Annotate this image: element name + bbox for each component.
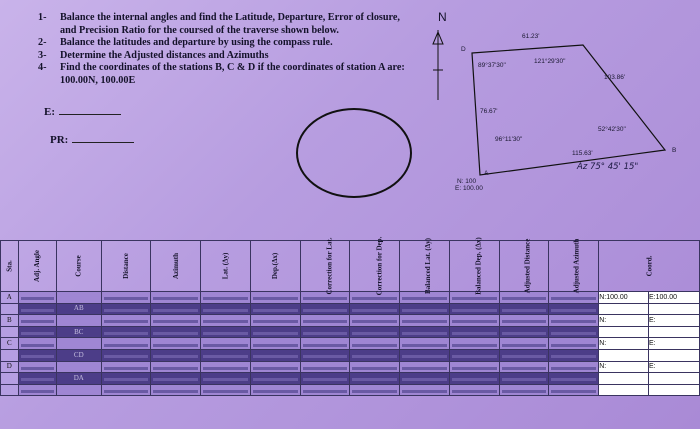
cell[interactable] <box>250 315 300 327</box>
cell[interactable] <box>400 361 450 373</box>
cell[interactable] <box>151 373 201 385</box>
cell[interactable] <box>18 303 56 315</box>
cell[interactable] <box>449 373 499 385</box>
header-lat: Lat. (Δy) <box>201 241 251 292</box>
cell[interactable] <box>350 361 400 373</box>
coord-easting-cell[interactable]: E: <box>649 338 700 350</box>
cell[interactable] <box>151 292 201 304</box>
table-row <box>1 315 700 327</box>
cell[interactable] <box>250 292 300 304</box>
cell[interactable] <box>350 338 400 350</box>
header-corr-lat: Correction for Lat. <box>300 241 350 292</box>
cell[interactable] <box>549 373 599 385</box>
coord-easting-cell[interactable] <box>649 303 700 315</box>
station-cell <box>1 384 19 396</box>
coord-easting-cell[interactable] <box>649 326 700 338</box>
cell[interactable] <box>18 361 56 373</box>
cell[interactable] <box>499 361 549 373</box>
header-adj-angle: Adj. Angle <box>18 241 56 292</box>
course-cell <box>56 384 101 396</box>
cell[interactable] <box>549 361 599 373</box>
cell[interactable] <box>101 303 151 315</box>
cell[interactable] <box>18 326 56 338</box>
cell[interactable] <box>18 373 56 385</box>
header-adj-azimuth: Adjusted Azimuth <box>549 241 599 292</box>
cell[interactable] <box>250 338 300 350</box>
circle-shape <box>296 108 412 198</box>
cell[interactable] <box>300 373 350 385</box>
cell[interactable] <box>350 326 400 338</box>
cell[interactable] <box>350 373 400 385</box>
instruction-text: Determine the Adjusted distances and Azimuths <box>60 49 269 61</box>
station-cell: C <box>1 338 19 350</box>
cell[interactable] <box>449 303 499 315</box>
distance-ba: 115.63' <box>572 150 593 157</box>
coord-northing-cell[interactable] <box>599 349 649 361</box>
course-cell: DA <box>56 373 101 385</box>
instruction-number: 3- <box>38 49 47 61</box>
cell[interactable] <box>101 315 151 327</box>
table-row <box>1 303 700 315</box>
course-cell: BC <box>56 326 101 338</box>
cell[interactable] <box>499 373 549 385</box>
cell[interactable] <box>549 303 599 315</box>
cell[interactable] <box>449 384 499 396</box>
cell[interactable] <box>400 349 450 361</box>
header-course: Course <box>56 241 101 292</box>
cell[interactable] <box>201 338 251 350</box>
cell[interactable] <box>449 349 499 361</box>
station-cell: B <box>1 315 19 327</box>
instruction-number: 2- <box>38 37 47 48</box>
coord-northing-cell[interactable]: N:100.00 <box>599 292 649 304</box>
station-label-a: A <box>484 170 489 177</box>
cell[interactable] <box>250 373 300 385</box>
cell[interactable] <box>449 326 499 338</box>
cell[interactable] <box>400 384 450 396</box>
instructions-list <box>38 12 418 87</box>
cell[interactable] <box>201 361 251 373</box>
error-label: E: <box>44 106 55 118</box>
cell[interactable] <box>449 361 499 373</box>
coord-easting-cell[interactable] <box>649 384 700 396</box>
coord-northing-cell[interactable] <box>599 384 649 396</box>
instruction-text: Balance the latitudes and departure by using the compass rule. <box>60 37 333 48</box>
cell[interactable] <box>250 361 300 373</box>
coord-northing-cell[interactable] <box>599 303 649 315</box>
cell[interactable] <box>18 315 56 327</box>
cell[interactable] <box>101 292 151 304</box>
error-of-closure-field <box>44 106 121 118</box>
handwritten-azimuth: Az 75° 45' 15" <box>577 162 639 172</box>
cell[interactable] <box>201 384 251 396</box>
station-a-northing: N: 100 <box>457 178 477 185</box>
coord-easting-cell[interactable]: E: <box>649 315 700 327</box>
cell[interactable] <box>350 349 400 361</box>
instruction-item <box>38 62 418 87</box>
coord-easting-cell[interactable]: E:100.00 <box>649 292 700 304</box>
cell[interactable] <box>201 315 251 327</box>
cell[interactable] <box>300 361 350 373</box>
table-row <box>1 361 700 373</box>
cell[interactable] <box>250 326 300 338</box>
cell[interactable] <box>151 326 201 338</box>
cell[interactable] <box>499 384 549 396</box>
coord-northing-cell[interactable] <box>599 373 649 385</box>
precision-blank[interactable] <box>72 142 134 143</box>
course-cell <box>56 361 101 373</box>
cell[interactable] <box>449 315 499 327</box>
cell[interactable] <box>151 315 201 327</box>
header-bal-dep: Balanced Dep. (Δx) <box>449 241 499 292</box>
cell[interactable] <box>101 338 151 350</box>
table-row <box>1 349 700 361</box>
course-cell: AB <box>56 303 101 315</box>
station-cell: D <box>1 361 19 373</box>
header-sta: Sta. <box>1 241 19 292</box>
instruction-item <box>38 50 418 63</box>
cell[interactable] <box>300 349 350 361</box>
coord-easting-cell[interactable]: E: <box>649 361 700 373</box>
cell[interactable] <box>300 315 350 327</box>
table-header-row <box>1 241 700 292</box>
table-row <box>1 338 700 350</box>
cell[interactable] <box>201 349 251 361</box>
table-row <box>1 373 700 385</box>
cell[interactable] <box>18 349 56 361</box>
cell[interactable] <box>499 303 549 315</box>
cell[interactable] <box>549 349 599 361</box>
cell[interactable] <box>300 303 350 315</box>
angle-b: 52°42'30" <box>598 126 626 133</box>
distance-dc: 61.23' <box>522 33 540 40</box>
angle-c: 121°29'30" <box>534 58 566 65</box>
station-cell <box>1 373 19 385</box>
instruction-text: Balance the internal angles and find the Latitude, Departure, Error of closure, and Precision Ratio for the coursed of the traverse shown below. <box>60 12 400 36</box>
error-blank[interactable] <box>59 114 121 115</box>
cell[interactable] <box>201 292 251 304</box>
station-cell <box>1 326 19 338</box>
cell[interactable] <box>151 338 201 350</box>
header-distance: Distance <box>101 241 151 292</box>
cell[interactable] <box>201 326 251 338</box>
cell[interactable] <box>151 303 201 315</box>
cell[interactable] <box>18 292 56 304</box>
coord-northing-cell[interactable]: N: <box>599 338 649 350</box>
precision-ratio-field <box>50 134 134 146</box>
instruction-item <box>38 12 418 37</box>
header-coord: Coord. <box>599 241 700 292</box>
cell[interactable] <box>18 384 56 396</box>
angle-d: 89°37'30" <box>478 62 506 69</box>
cell[interactable] <box>400 326 450 338</box>
course-cell <box>56 292 101 304</box>
cell[interactable] <box>201 373 251 385</box>
cell[interactable] <box>350 315 400 327</box>
station-cell <box>1 349 19 361</box>
instruction-number: 1- <box>38 12 47 23</box>
cell[interactable] <box>400 373 450 385</box>
header-corr-dep: Correction for Dep. <box>350 241 400 292</box>
cell[interactable] <box>201 303 251 315</box>
cell[interactable] <box>300 338 350 350</box>
north-label: N <box>438 10 447 24</box>
course-cell <box>56 315 101 327</box>
table-row <box>1 384 700 396</box>
precision-label: PR: <box>50 134 69 146</box>
cell[interactable] <box>101 373 151 385</box>
cell[interactable] <box>400 315 450 327</box>
cell[interactable] <box>499 315 549 327</box>
cell[interactable] <box>101 326 151 338</box>
cell[interactable] <box>101 349 151 361</box>
course-cell <box>56 338 101 350</box>
header-azimuth: Azimuth <box>151 241 201 292</box>
coord-northing-cell[interactable]: N: <box>599 361 649 373</box>
cell[interactable] <box>499 338 549 350</box>
header-adj-distance: Adjusted Distance <box>499 241 549 292</box>
header-bal-lat: Balanced Lat. (Δy) <box>400 241 450 292</box>
instruction-text: Find the coordinates of the stations B, C & D if the coordinates of station A are: 100.00N, 100.00E <box>60 62 405 86</box>
distance-ad: 76.67' <box>480 108 498 115</box>
coord-easting-cell[interactable] <box>649 373 700 385</box>
cell[interactable] <box>400 338 450 350</box>
cell[interactable] <box>449 338 499 350</box>
header-dep: Dep.(Δx) <box>250 241 300 292</box>
cell[interactable] <box>549 338 599 350</box>
cell[interactable] <box>350 384 400 396</box>
station-label-b: B <box>672 147 677 154</box>
traverse-table <box>0 236 700 396</box>
cell[interactable] <box>499 326 549 338</box>
station-cell <box>1 303 19 315</box>
cell[interactable] <box>549 315 599 327</box>
north-arrow-icon <box>425 8 445 103</box>
cell[interactable] <box>151 349 201 361</box>
cell[interactable] <box>549 384 599 396</box>
cell[interactable] <box>151 361 201 373</box>
cell[interactable] <box>101 384 151 396</box>
table-row <box>1 292 700 304</box>
course-cell: CD <box>56 349 101 361</box>
cell[interactable] <box>250 349 300 361</box>
cell[interactable] <box>400 303 450 315</box>
cell[interactable] <box>250 303 300 315</box>
cell[interactable] <box>350 303 400 315</box>
cell[interactable] <box>18 338 56 350</box>
instruction-number: 4- <box>38 62 47 73</box>
table-row <box>1 326 700 338</box>
cell[interactable] <box>300 326 350 338</box>
cell[interactable] <box>101 361 151 373</box>
station-label-d: D <box>461 46 466 53</box>
cell[interactable] <box>250 384 300 396</box>
station-cell: A <box>1 292 19 304</box>
cell[interactable] <box>549 326 599 338</box>
coord-easting-cell[interactable] <box>649 349 700 361</box>
instruction-item <box>38 37 418 50</box>
coord-northing-cell[interactable] <box>599 326 649 338</box>
distance-cb: 103.86' <box>604 74 626 81</box>
cell[interactable] <box>151 384 201 396</box>
cell[interactable] <box>499 349 549 361</box>
cell[interactable] <box>300 384 350 396</box>
station-a-easting: E: 100.00 <box>455 185 483 192</box>
coord-northing-cell[interactable]: N: <box>599 315 649 327</box>
angle-a: 96°11'30" <box>495 136 523 143</box>
